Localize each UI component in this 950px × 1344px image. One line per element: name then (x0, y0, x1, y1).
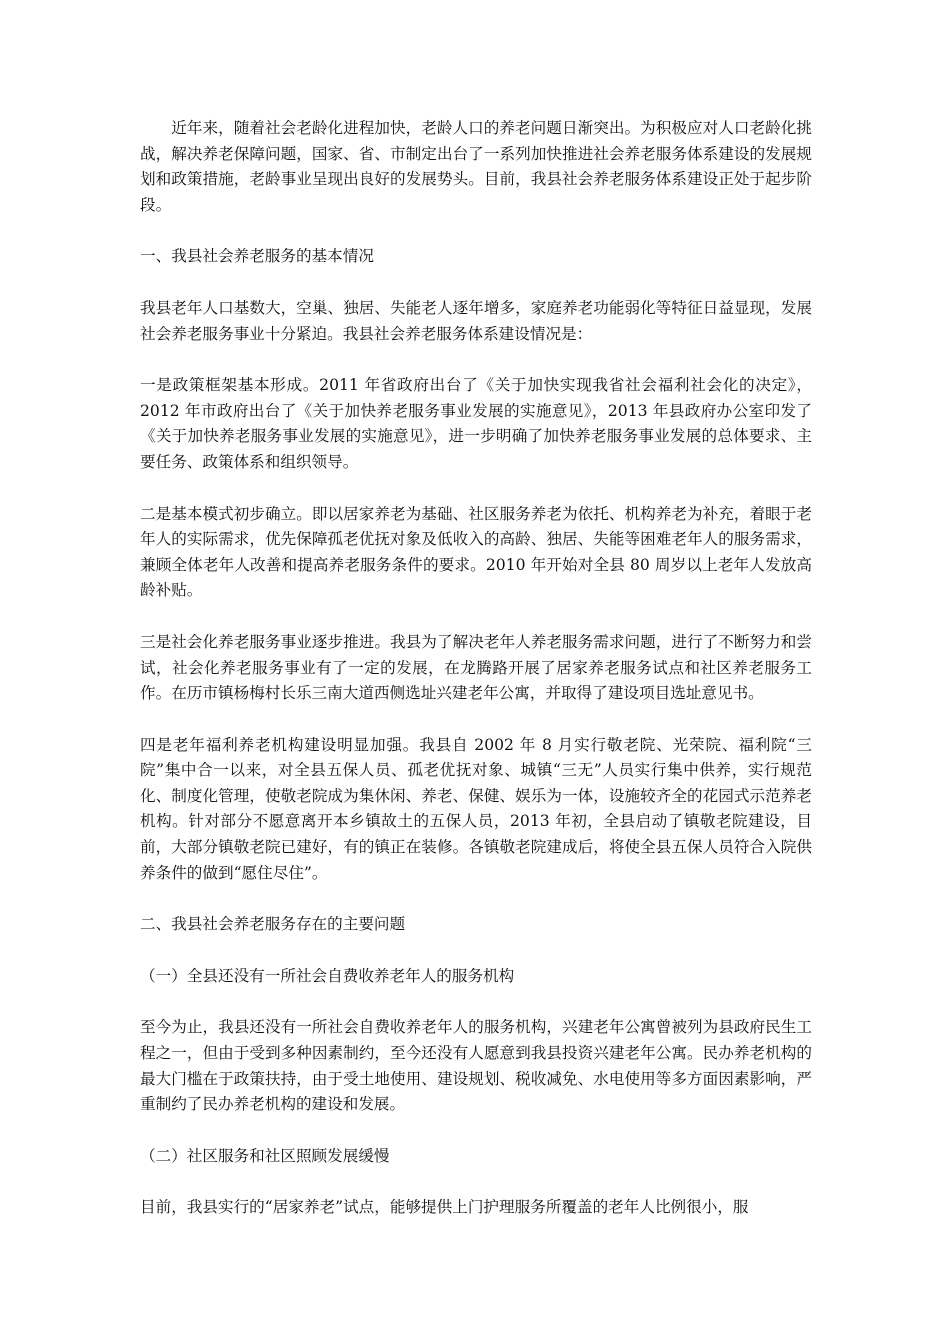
subsection-2-heading: （二）社区服务和社区照顾发展缓慢 (140, 1146, 390, 1165)
section-1-heading: 一、我县社会养老服务的基本情况 (140, 247, 374, 266)
section-1-paragraph-3: 二是基本模式初步确立。即以居家养老为基础、社区服务养老为依托、机构养老为补充，着眼于老年人的实际需求，优先保障孤老优抚对象及低收入的高龄、独居、失能等困难老年人的服务需求，兼顾全体老年人改善和提高养老服务条件的要求。2010 年开始对全县 80 周岁以上老年人发放高龄补贴。 (140, 504, 812, 600)
section-1-paragraph-4: 三是社会化养老服务事业逐步推进。我县为了解决老年人养老服务需求问题，进行了不断努力和尝试，社会化养老服务事业有了一定的发展，在龙腾路开展了居家养老服务试点和社区养老服务工作。在历市镇杨梅村长乐三南大道西侧选址兴建老年公寓，并取得了建设项目选址意见书。 (140, 632, 812, 703)
subsection-1-paragraph: 至今为止，我县还没有一所社会自费收养老年人的服务机构，兴建老年公寓曾被列为县政府民生工程之一，但由于受到多种因素制约，至今还没有人愿意到我县投资兴建老年公寓。民办养老机构的最大门槛在于政策扶持，由于受土地使用、建设规划、税收减免、水电使用等多方面因素影响，严重制约了民办养老机构的建设和发展。 (140, 1018, 812, 1114)
section-1-paragraph-5: 四是老年福利养老机构建设明显加强。我县自 2002 年 8 月实行敬老院、光荣院、福利院“三院”集中合一以来，对全县五保人员、孤老优抚对象、城镇“三无”人员实行集中供养，实行规范化、制度化管理，使敬老院成为集休闲、养老、保健、娱乐为一体，设施较齐全的花园式示范养老机构。针对部分不愿意离开本乡镇故土的五保人员，2013 年初，全县启动了镇敬老院建设，目前，大部分镇敬老院已建好，有的镇正在装修。各镇敬老院建成后，将使全县五保人员符合入院供养条件的做到“愿住尽住”。 (140, 735, 812, 882)
section-2-heading: 二、我县社会养老服务存在的主要问题 (140, 915, 406, 934)
intro-paragraph: 近年来，随着社会老龄化进程加快，老龄人口的养老问题日渐突出。为积极应对人口老龄化挑战，解决养老保障问题，国家、省、市制定出台了一系列加快推进社会养老服务体系建设的发展规划和政策措施，老龄事业呈现出良好的发展势头。目前，我县社会养老服务体系建设正处于起步阶段。 (140, 119, 812, 214)
subsection-1-heading: （一）全县还没有一所社会自费收养老年人的服务机构 (140, 966, 515, 985)
subsection-2-paragraph: 目前，我县实行的“居家养老”试点，能够提供上门护理服务所覆盖的老年人比例很小，服 (140, 1198, 749, 1217)
document-body (140, 116, 812, 1247)
section-1-paragraph-1: 我县老年人口基数大，空巢、独居、失能老人逐年增多，家庭养老功能弱化等特征日益显现，发展社会养老服务事业十分紧迫。我县社会养老服务体系建设情况是： (140, 298, 812, 343)
section-1-paragraph-2: 一是政策框架基本形成。2011 年省政府出台了《关于加快实现我省社会福利社会化的决定》，2012 年市政府出台了《关于加快养老服务事业发展的实施意见》，2013 年县政府办公室印发了《关于加快养老服务事业发展的实施意见》，进一步明确了加快养老服务事业发展的总体要求、主要任务、政策体系和组织领导。 (140, 376, 812, 471)
